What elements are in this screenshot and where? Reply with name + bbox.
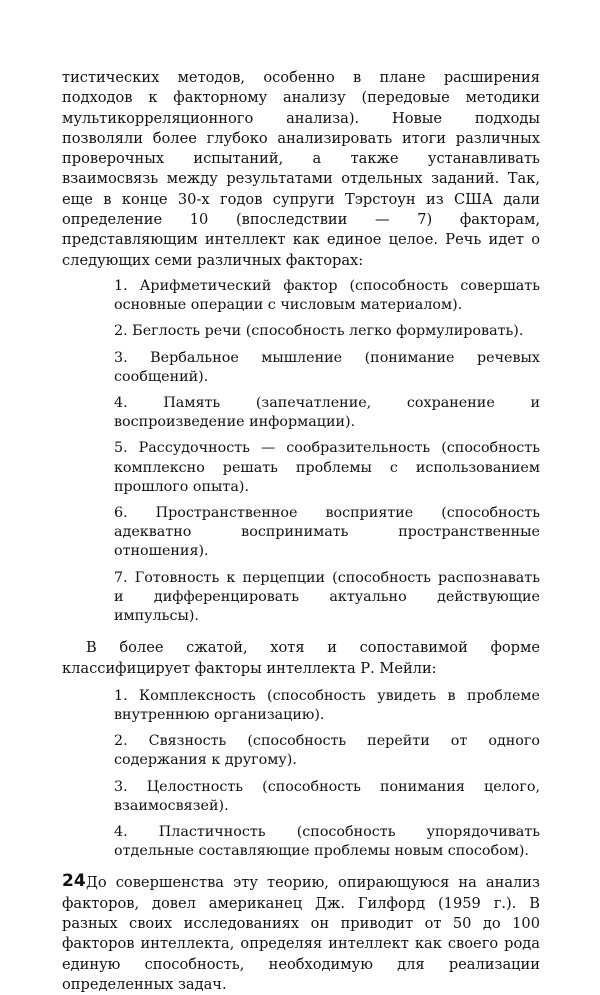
list-item: 4. Пластичность (способность упорядочивать отдельные составляющие проблемы новым способом). <box>114 824 540 860</box>
list-item: 1. Комплексность (способность увидеть в проблеме внутреннюю организацию). <box>114 687 540 724</box>
page-number: 24 <box>62 871 86 891</box>
list-item: 2. Беглость речи (способность легко формулировать). <box>114 323 524 340</box>
meili-factor-list <box>62 687 540 862</box>
page-body <box>62 68 540 995</box>
paragraph-intro: тистических методов, особенно в плане расширения подходов к факторному анализу (передовые методики мультикорреляционного анализа). Новые подходы позволяли более глубоко анализировать итоги различных проверочных испытаний, а также устанавливать взаимосвязь между результатами отдельных заданий. Так, еще в конце 30-х годов супруги Тэрстоун из США дали определение 10 (впоследствии — 7) факторам, представляющим интеллект как единое целое. Речь идет о следующих семи различных факторах: <box>62 69 540 269</box>
thurstone-factor-list <box>62 277 540 626</box>
paragraph-guilford: До совершенства эту теорию, опирающуюся на анализ факторов, довел американец Дж. Гилфорд (1959 г.). В разных своих исследованиях он приводит от 50 до 100 факторов интеллекта, определяя интеллект как своего рода единую способность, необходимую для реализации определенных задач. <box>62 874 540 993</box>
list-item: 7. Готовность к перцепции (способность распознавать и дифференцировать актуально действующие импульсы). <box>114 569 540 625</box>
list-item: 3. Целостность (способность понимания целого, взаимосвязей). <box>114 778 540 814</box>
list-item: 4. Память (запечатление, сохранение и воспроизведение информации). <box>114 394 540 431</box>
list-item: 6. Пространственное восприятие (способность адекватно воспринимать пространственные отношения). <box>114 505 540 560</box>
list-item: 3. Вербальное мышление (понимание речевых сообщений). <box>114 349 540 385</box>
paragraph-meili: В более сжатой, хотя и сопоставимой форме классифицирует факторы интеллекта Р. Мейли: <box>62 639 540 677</box>
list-item: 2. Связность (способность перейти от одного содержания к другому). <box>114 733 540 769</box>
list-item: 5. Рассудочность — сообразительность (способность комплексно решать проблемы с использованием прошлого опыта). <box>114 440 540 495</box>
list-item: 1. Арифметический фактор (способность совершать основные операции с числовым материалом). <box>114 277 540 314</box>
